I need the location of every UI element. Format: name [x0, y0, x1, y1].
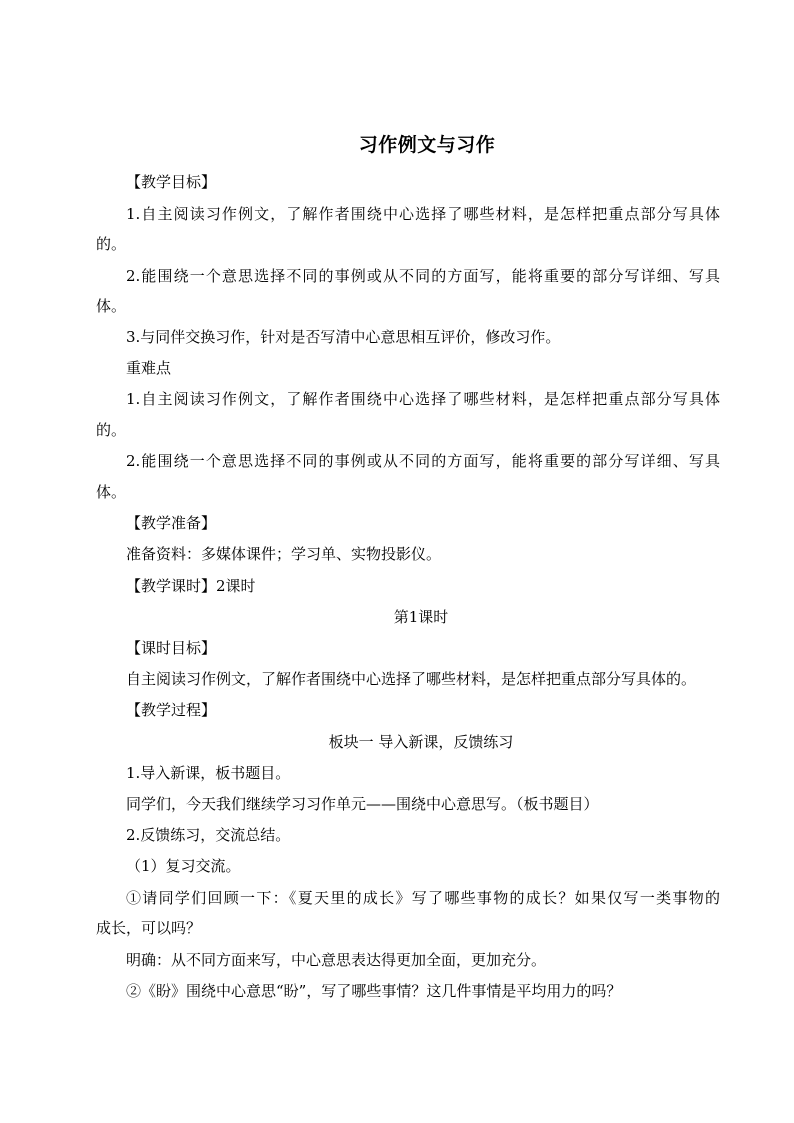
paragraph-line: 体。 [96, 483, 127, 501]
paragraph-line: 同学们，今天我们继续学习习作单元——围绕中心意思写。（板书题目） [126, 795, 599, 813]
paragraph-line: 成长，可以吗？ [96, 919, 202, 937]
paragraph-line: 体。 [96, 297, 127, 315]
paragraph-line: ①请同学们回顾一下：《夏天里的成长》写了哪些事物的成长？如果仅写一类事物的 [126, 889, 720, 907]
paragraph-line: （1）复习交流。 [126, 857, 241, 875]
paragraph-line: 的。 [96, 421, 127, 439]
heading-lesson-goals: 【课时目标】 [126, 639, 217, 657]
paragraph-line: 1.自主阅读习作例文，了解作者围绕中心选择了哪些材料，是怎样把重点部分写具体 [126, 390, 720, 408]
paragraph-line: 明确：从不同方面来写，中心意思表达得更加全面，更加充分。 [126, 951, 547, 969]
heading-teaching-process: 【教学过程】 [126, 701, 217, 719]
paragraph-line: 3.与同伴交换习作，针对是否写清中心意思相互评价，修改习作。 [126, 328, 561, 346]
paragraph-line: 2.能围绕一个意思选择不同的事例或从不同的方面写，能将重要的部分写详细、写具 [126, 452, 720, 470]
paragraph-line: 的。 [96, 235, 127, 253]
heading-teaching-goals: 【教学目标】 [126, 173, 217, 191]
paragraph-line: 准备资料：多媒体课件；学习单、实物投影仪。 [126, 545, 442, 563]
paragraph-line: 1.导入新课，板书题目。 [126, 764, 291, 782]
paragraph-line: 2.反馈练习，交流总结。 [126, 826, 291, 844]
heading-key-points: 重难点 [126, 359, 172, 377]
heading-class-hours: 【教学课时】2课时 [126, 577, 256, 595]
section-title-block-1: 板块一 导入新课，反馈练习 [328, 733, 514, 751]
paragraph-line: ②《盼》围绕中心意思“盼”，写了哪些事情？这几件事情是平均用力的吗？ [126, 982, 622, 1000]
heading-preparation: 【教学准备】 [126, 514, 217, 532]
paragraph-line: 1.自主阅读习作例文，了解作者围绕中心选择了哪些材料，是怎样把重点部分写具体 [126, 205, 720, 223]
document-title: 习作例文与习作 [358, 134, 496, 156]
paragraph-line: 自主阅读习作例文，了解作者围绕中心选择了哪些材料，是怎样把重点部分写具体的。 [126, 670, 697, 688]
paragraph-line: 2.能围绕一个意思选择不同的事例或从不同的方面写，能将重要的部分写详细、写具 [126, 267, 720, 285]
section-title-lesson-1: 第1课时 [393, 608, 449, 626]
